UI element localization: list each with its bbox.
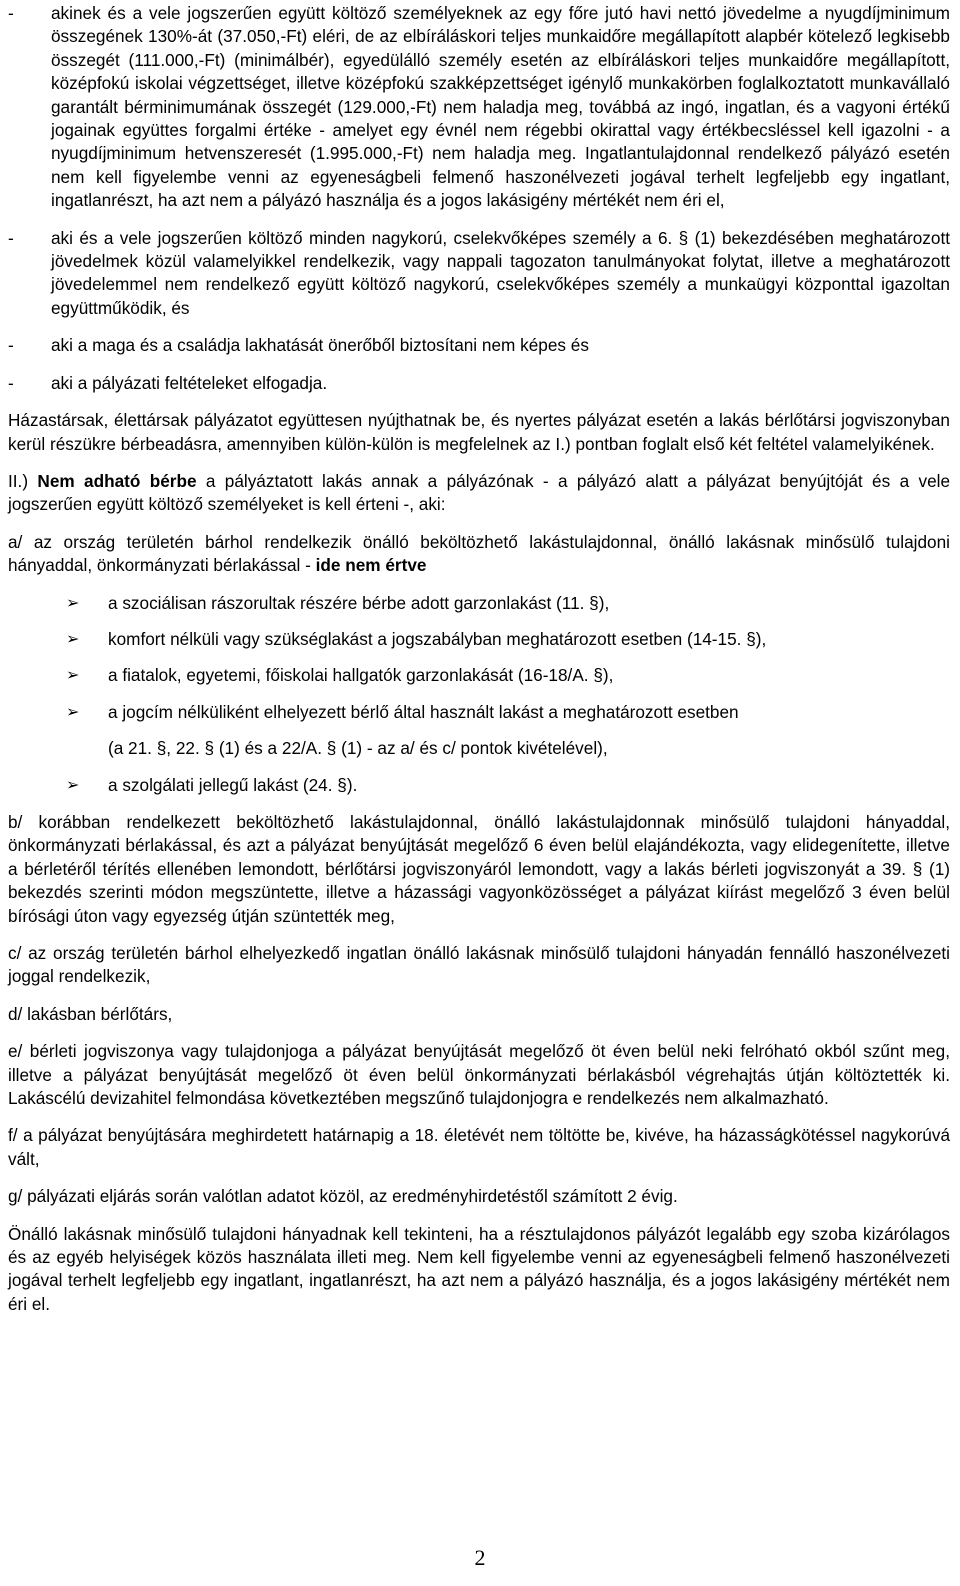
list-item bbox=[8, 227, 950, 321]
arrow-item-text: a szolgálati jellegű lakást (24. §). bbox=[108, 774, 358, 795]
arrow-item-text: a jogcím nélküliként elhelyezett bérlő által használt lakást a meghatározott esetben bbox=[108, 701, 739, 722]
item-e: e/ bérleti jogviszonya vagy tulajdonjoga a pályázat benyújtását megelőző öt éven belül neki felróható okból szűnt meg, illetve a pályázat benyújtását megelőző öt éven belül önkormányzati bérlakásból végrehajtás útján költöztették ki. Lakáscélú devizahitel felmondása következtében megszűnő tulajdonjogra e rendelkezés nem alkalmazható. bbox=[8, 1041, 950, 1109]
paragraph-final: Önálló lakásnak minősülő tulajdoni hányadnak kell tekinteni, ha a résztulajdonos pályázót legalább egy szoba kizárólagos és az egyéb helyiségek közös használata illeti meg. Nem kell figyelembe venni az egyeneságbeli felmenő haszonélvezeti jogával terhelt legfeljebb egy ingatlant, ingatlanrészt, ha azt nem a pályázó használja, és a jogos lakásigény mértékét nem éri el. bbox=[8, 1223, 950, 1314]
arrow-item bbox=[66, 701, 950, 724]
dash-marker: - bbox=[8, 335, 14, 356]
item-a-text: a/ az ország területén bárhol rendelkezik önálló beköltözhető lakástulajdonnal, önálló lakásnak minősülő tulajdoni hányaddal, önkormányzati bérlakással - bbox=[8, 531, 950, 576]
arrow-item-text: a fiatalok, egyetemi, főiskolai hallgatók garzonlakását (16-18/A. §), bbox=[108, 665, 614, 686]
list-item bbox=[8, 372, 950, 395]
arrow-item bbox=[66, 774, 950, 797]
arrow-item bbox=[66, 628, 950, 651]
arrow-bullet-icon: ➢ bbox=[66, 667, 80, 685]
section-2-intro bbox=[8, 470, 950, 517]
item-f: f/ a pályázat benyújtására meghirdetett határnapig a 18. életévét nem töltötte be, kivéve, ha házasságkötéssel nagykorúvá vált, bbox=[8, 1125, 950, 1169]
page-number: 2 bbox=[474, 1545, 486, 1570]
arrow-continuation bbox=[66, 737, 950, 760]
list-item bbox=[8, 2, 950, 213]
paragraph-spouses: Házastársak, élettársak pályázatot együttesen nyújthatnak be, és nyertes pályázat esetén a lakás bérlőtársi jogviszonyban kerül részükre bérbeadásra, amennyiben külön-külön is megfelelnek az I.) pontban foglalt első két feltétel valamelyikének. bbox=[8, 410, 950, 454]
section-prefix: II.) bbox=[8, 470, 38, 491]
item-b: b/ korábban rendelkezett beköltözhető lakástulajdonnal, önálló lakástulajdonnak minősülő tulajdoni hányaddal, önkormányzati bérlakással, és azt a pályázat benyújtását megelőző 6 éven belül elajándékozta, vagy elidegenítette, illetve a bérletéről térítés ellenében lemondott, bérlőtársi jogviszonyáról lemondott, vagy a lakás bérleti jogviszonyát a 39. § (1) bekezdés szerinti módon megszüntette, illetve a házassági vagyonközösséget a pályázat kiírást megelőző 3 éven belül bírósági úton vagy egyezség útján szüntették meg, bbox=[8, 811, 950, 926]
item-a bbox=[8, 531, 950, 578]
dash-marker: - bbox=[8, 227, 14, 248]
arrow-bullet-icon: ➢ bbox=[66, 703, 80, 721]
condition-accept: aki a pályázati feltételeket elfogadja. bbox=[51, 372, 328, 393]
item-d: d/ lakásban bérlőtárs, bbox=[8, 1003, 173, 1024]
dash-marker: - bbox=[8, 3, 14, 23]
arrow-bullet-icon: ➢ bbox=[66, 776, 80, 794]
section-bold-heading: Nem adható bérbe bbox=[37, 470, 197, 491]
condition-income: akinek és a vele jogszerűen együtt költöző személyeknek az egy főre jutó havi nettó jövedelme a nyugdíjminimum összegének 130%-át (37.050,-Ft) eléri, de az elbíráláskori teljes munkaidőre megállapított alapbér kötelező legkisebb összegét (111.000,-Ft) (minimálbér), egyedülálló személy esetén az elbíráláskori teljes munkaidőre megállapított, középfokú iskolai végzettséget, illetve középfokú szakképzettséget igénylő munkakörben foglalkoztatott munkavállaló garantált bérminimumának összegét (129.000,-Ft) nem haladja meg, továbbá az ingó, ingatlan, és a vagyoni értékű jogainak együttes forgalmi értéke - amelyet egy évnél nem régebbi okirattal vagy értékbecsléssel kell igazolni - a nyugdíjminimum hetvenszeresét (1.995.000,-Ft) nem haladja meg. Ingatlantulajdonnal rendelkező pályázó esetén nem kell figyelembe venni az egyeneságbeli felmenő haszonélvezeti jogával terhelt legfeljebb egy ingatlant, ingatlanrészt, ha azt nem a pályázó használja és a jogos lakásigény mértékét nem éri el, bbox=[51, 3, 950, 211]
section-rest: a pályáztatott lakás annak a pályázónak - a pályázó alatt a pályázat benyújtóját és a vele jogszerűen együtt költöző személyeket is kell érteni -, aki: bbox=[8, 470, 951, 515]
arrow-item bbox=[66, 592, 950, 615]
arrow-continuation-text: (a 21. §, 22. § (1) és a 22/A. § (1) - az a/ és c/ pontok kivételével), bbox=[108, 738, 608, 759]
arrow-item bbox=[66, 664, 950, 687]
condition-employment: aki és a vele jogszerűen költöző minden nagykorú, cselekvőképes személy a 6. § (1) bekezdésében meghatározott jövedelmek közül valamelyikkel rendelkezik, vagy nappali tagozaton tanulmányokat folytat, illetve a meghatározott jövedelemmel nem rendelkező együtt költöző nagykorú, cselekvőképes személy a munkaügyi központtal igazoltan együttműködik, és bbox=[51, 227, 950, 318]
arrow-bullet-icon: ➢ bbox=[66, 630, 80, 648]
arrow-item-text: a szociálisan rászorultak részére bérbe adott garzonlakást (11. §), bbox=[108, 592, 610, 613]
list-item bbox=[8, 334, 950, 357]
item-g: g/ pályázati eljárás során valótlan adatot közöl, az eredményhirdetéstől számított 2 évig. bbox=[8, 1186, 678, 1207]
condition-housing: aki a maga és a családja lakhatását önerőből biztosítani nem képes és bbox=[51, 335, 589, 356]
dash-marker: - bbox=[8, 372, 14, 393]
arrow-item-text: komfort nélküli vagy szükséglakást a jogszabályban meghatározott esetben (14-15. §), bbox=[108, 628, 767, 649]
item-c: c/ az ország területén bárhol elhelyezkedő ingatlan önálló lakásnak minősülő tulajdoni hányadán fennálló haszonélvezeti joggal rendelkezik, bbox=[8, 943, 950, 987]
document-page bbox=[8, 0, 950, 1316]
arrow-bullet-icon: ➢ bbox=[66, 594, 80, 612]
item-a-bold: ide nem értve bbox=[315, 555, 427, 576]
